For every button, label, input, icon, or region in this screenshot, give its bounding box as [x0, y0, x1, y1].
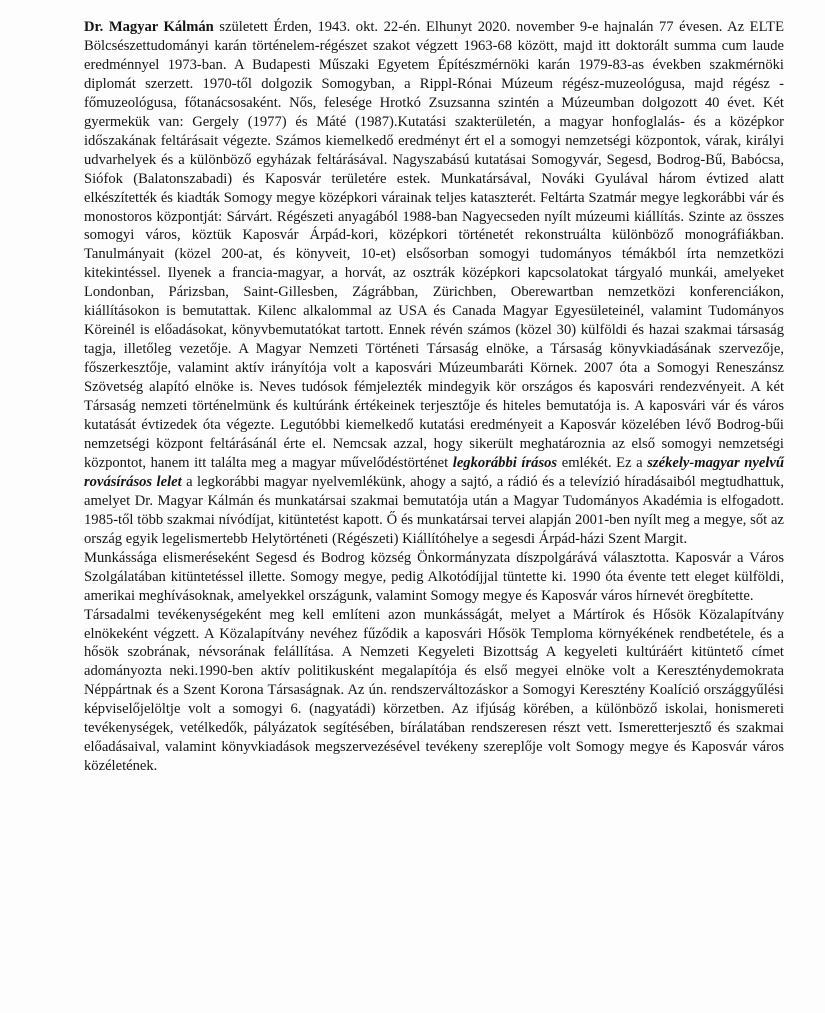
- paragraph-social-activity: [84, 606, 784, 777]
- author-name: Dr. Magyar Kálmán: [84, 19, 214, 35]
- paragraph-recognition: [84, 549, 784, 606]
- document-body: [84, 18, 784, 776]
- paragraph-biography: [84, 18, 784, 549]
- recognition-text: Munkássága elismeréseként Segesd és Bodrog község Önkormányzata díszpolgárává választotta. Kaposvár a Város Szolgálatában kitüntetéssel illette. Somogy megye, pedig Alkotódíjjal tüntette ki. 1990 óta évente tett eleget külföldi, amerikai meghívásoknak, amelyekkel országunk, valamint Somogy megye és Kaposvár város hírnevét öregbítette.: [84, 549, 784, 604]
- biography-text-part-3: a legkorábbi magyar nyelvemlékünk, ahogy a sajtó, a rádió és a televízió híradásaiból megtudhattuk, amelyet Dr. Magyar Kálmán és munkatársai szakmai bemutatója után a Magyar Tudományos Akadémia is elfogadott. 1985-től több szakmai nívódíjat, kitüntetést kapott. Ő és munkatársai tervei alapján 2001-ben nyílt meg a megye, sőt az ország egyik legelismertebb Helytörténeti (Régészeti) Kiállítóhelye a segesdi Árpád-házi Szent Margit.: [84, 473, 785, 547]
- emphasis-runic-find: székely-magyar nyelvű rovásírásos lelet: [84, 454, 784, 490]
- biography-text-part-1: született Érden, 1943. okt. 22-én. Elhunyt 2020. november 9-e hajnalán 77 évesen. Az ELTE Bölcsészettudományi karán történelem-régészet szakot végzett 1963-68 között, majd itt doktorált summa cum laude eredménnyel 1973-ban. A Budapesti Műszaki Egyetem Építészmérnöki karán 1979-83-as években szakmérnöki diplomát szerzett. 1970-től dolgozik Somogyban, a Rippl-Rónai Múzeum régész-muzeológusa, majd régész - főmuzeológusa, főtanácsosaként. Nős, felesége Hrotkó Zsuzsanna szintén a Múzeumban dolgozott 40 évet. Két gyermekük van: Gergely (1977) és Máté (1987).Kutatási szakterületén, a magyar honfoglalás- és a középkor időszakának feltárásait végezte. Számos kiemelkedő eredményt ért el a somogyi nemzetségi központok, várak, királyi udvarhelyek és a különböző egyházak feltárásával. Nagyszabású kutatásai Somogyvár, Segesd, Bodrog-Bű, Babócsa, Siófok (Balatonszabadi) és Kaposvár területére estek. Munkatársával, Nováki Gyulával három évtized alatt elkészítették és kiadták Somogy megye középkori várainak teljes kataszterét. Feltárta Szatmár megye legkorábbi vár és monostoros központját: Sárvárt. Régészeti anyagából 1988-ban Nagyecseden nyílt múzeumi kiállítás. Szinte az összes somogyi város, köztük Kaposvár Árpád-kori, középkori történetét rekonstruálta különböző monográfiákban. Tanulmányait (közel 200-at, és könyveit, 10-et) elsősorban somogyi tudományos témákból írta nemzetközi kitekintéssel. Ilyenek a francia-magyar, a horvát, az osztrák középkori kapcsolatokat tárgyaló munkái, amelyeket Londonban, Párizsban, Saint-Gillesben, Zágrábban, Zürichben, Oberewartban nemzetközi konferenciákon, kiállításokon is bemutattak. Kilenc alkalommal az USA és Canada Magyar Egyesületeinél, valamint Tudományos Köreinél is előadásokat, könyvbemutatókat tartott. Ennek révén számos (közel 30) külföldi és hazai szakmai társaság tagja, illetőleg vezetője. A Magyar Nemzeti Történeti Társaság elnöke, a Társaság könyvkiadásának szervezője, főszerkesztője, valamint aktív irányítója volt a kaposvári Múzeumbaráti Körnek. 2007 óta a Somogyi Reneszánsz Szövetség alapító elnöke is. Neves tudósok fémjelezték mindegyik kör országos és kaposvári rendezvényeit. A két Társaság nemzeti történelmünk és kultúránk értékeinek terjesztője és hiteles bemutatója is. A kaposvári vár és város kutatását évtizedek óta végezte. Legutóbbi kiemelkedő kutatási eredményeit a Kaposvár közelében lévő Bodrog-bűi nemzetségi központ feltárásánál érte el. Nemcsak azzal, hogy sikerült meghatároznia az első somogyi nemzetségi központot, hanem itt találta meg a magyar művelődéstörténet: [84, 19, 784, 471]
- emphasis-earliest-written: legkorábbi írásos: [452, 454, 558, 471]
- biography-text-part-2: emlékét. Ez a: [557, 454, 648, 471]
- social-activity-text: Társadalmi tevékenységeként meg kell említeni azon munkásságát, melyet a Mártírok és Hősök Közalapítvány elnökeként végzett. A Közalapítvány nevéhez fűződik a kaposvári Hősök Temploma környékének rendbetétele, és a hősök szobrának, névsorának felállítása. A Nemzeti Kegyeleti Bizottság A kegyeleti kultúráért kitüntető címet adományozta neki.1990-ben aktív politikusként megalapítója és első megyei elnöke volt a Kereszténydemokrata Néppártnak és a Szent Korona Társaságnak. Az ún. rendszerváltozáskor a Somogyi Keresztény Koalíció országgyűlési képviselőjelöltje volt a somogyi 6. (nagyatádi) körzetben. Az ifjúság körében, a különböző iskolai, honismereti tevékenységek, vetélkedők, pályázatok segítésében, bírálatában rendszeresen részt vett. Ismeretterjesztő és szakmai előadásaival, valamint könyvkiadások megszervezésével tevékeny szereplője volt Somogy megye és Kaposvár város közéletének.: [84, 606, 784, 775]
